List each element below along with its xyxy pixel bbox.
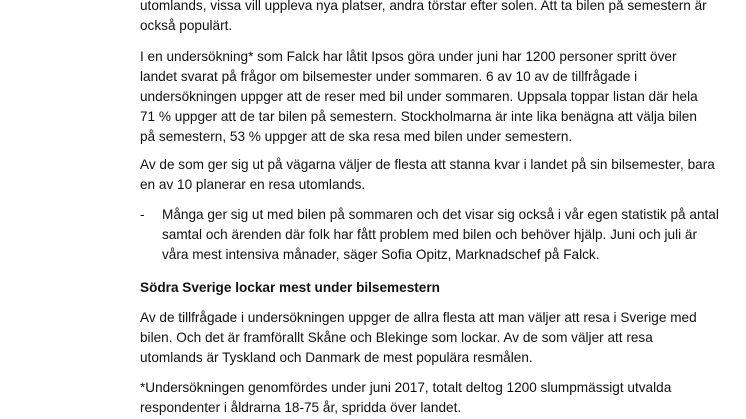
quote-line: samtal och ärenden där folk har fått problem med bilen och behöver hjälp. Juni och juli är	[162, 227, 697, 242]
paragraph-south	[140, 308, 700, 368]
paragraph-survey	[140, 47, 700, 147]
paragraph-intro	[140, 0, 707, 36]
paragraph-line: utomlands, vissa vill uppleva nya platser, andra törstar efter solen. Att ta bilen på semestern är	[140, 0, 707, 13]
quote-line: våra mest intensiva månader, säger Sofia Opitz, Marknadschef på Falck.	[162, 247, 600, 262]
paragraph-line: utomlands är Tyskland och Danmark de mest populära resmålen.	[140, 350, 533, 365]
section-heading: Södra Sverige lockar mest under bilsemestern	[140, 280, 440, 295]
quote-line: Många ger sig ut med bilen på sommaren och det visar sig också i vår egen statistik på antal	[162, 207, 719, 222]
paragraph-line: på semestern, 53 % uppger att de ska resa med bilen under semestern.	[140, 129, 573, 144]
paragraph-line: också populärt.	[140, 18, 233, 33]
footnote	[140, 378, 700, 418]
paragraph-line: Av de tillfrågade i undersökningen uppger de allra flesta att man väljer att resa i Sverige med	[140, 310, 697, 325]
paragraph-line: landet svarat på frågor om bilsemester under sommaren. 6 av 10 av de tillfrågade i	[140, 69, 638, 84]
paragraph-line: Av de som ger sig ut på vägarna väljer de flesta att stanna kvar i landet på sin bilsemester, bara	[140, 157, 715, 172]
footnote-line: *Undersökningen genomfördes under juni 2017, totalt deltog 1200 slumpmässigt utvalda	[140, 380, 672, 395]
footnote-line: respondenter i åldrarna 18-75 år, spridda över landet.	[140, 400, 462, 415]
quote-text	[162, 205, 719, 265]
paragraph-line: I en undersökning* som Falck har låtit Ipsos göra under juni har 1200 personer spritt över	[140, 49, 677, 64]
paragraph-line: undersökningen uppger att de reser med bil under sommaren. Uppsala toppar listan där hela	[140, 89, 698, 104]
list-dash: -	[140, 207, 145, 222]
paragraph-line: bilen. Och det är framförallt Skåne och Blekinge som lockar. Av de som väljer att resa	[140, 330, 653, 345]
paragraph-line: 71 % uppger att de tar bilen på semestern. Stockholmarna är inte lika benägna att välja bilen	[140, 109, 697, 124]
paragraph-line: en av 10 planerar en resa utomlands.	[140, 177, 366, 192]
paragraph-domestic	[140, 155, 715, 195]
